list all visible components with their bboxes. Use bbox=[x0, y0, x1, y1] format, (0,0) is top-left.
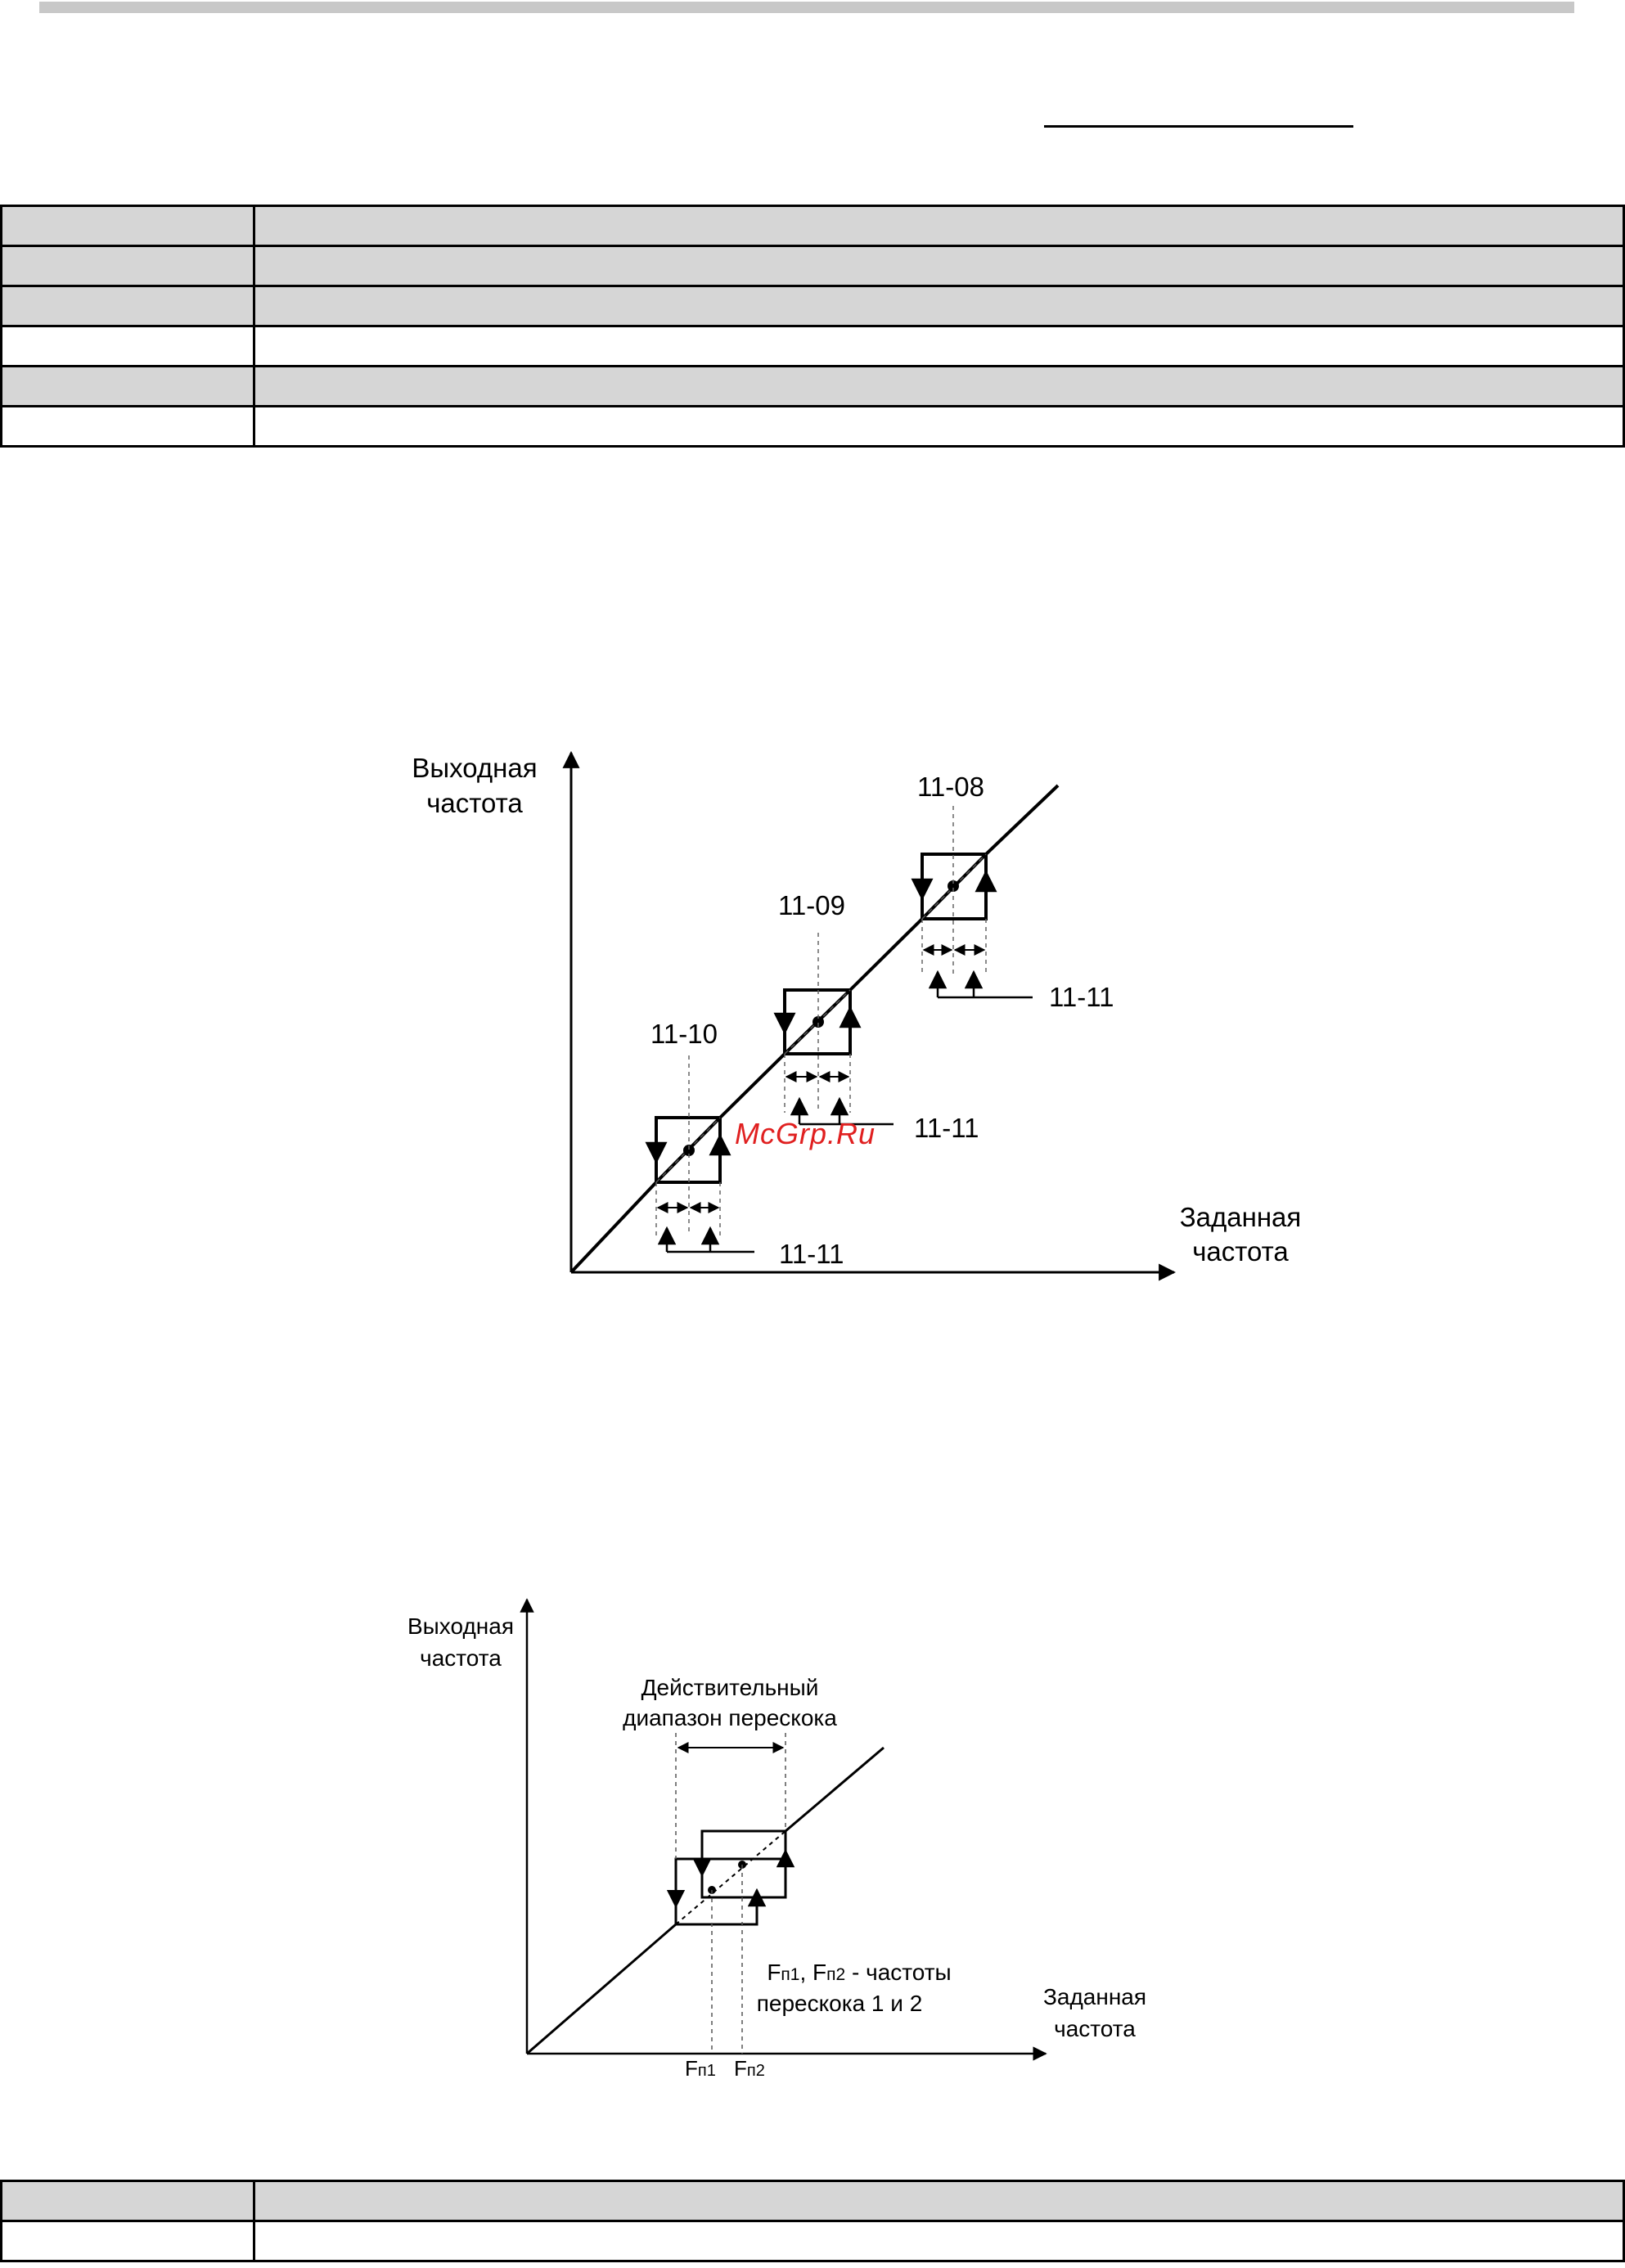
width-label: 11-11 bbox=[779, 1239, 844, 1269]
range-label: диапазон перескока bbox=[623, 1705, 837, 1730]
figure2 bbox=[407, 1600, 1146, 2081]
width-label: 11-11 bbox=[1049, 982, 1114, 1012]
table-cell bbox=[2, 2181, 254, 2221]
fn1-label: Fп1 bbox=[685, 2056, 716, 2081]
dashed-diagonal bbox=[676, 1831, 785, 1924]
y-axis-label: Выходная bbox=[412, 753, 538, 783]
output-curve bbox=[757, 1831, 785, 1897]
table-row bbox=[2, 2181, 1624, 2221]
range-label: Действительный bbox=[641, 1675, 819, 1700]
table-cell bbox=[254, 2181, 1624, 2221]
jump-label-11-09: 11-09 bbox=[778, 890, 845, 920]
parameter-table-bottom bbox=[0, 2180, 1625, 2262]
fn2-label: Fп2 bbox=[734, 2056, 765, 2081]
table-row bbox=[2, 2221, 1624, 2261]
x-axis-label: Заданная bbox=[1042, 1984, 1147, 2009]
table-cell bbox=[254, 2221, 1624, 2261]
legend-text: Fп1, Fп2 - частоты bbox=[767, 1960, 952, 1985]
x-axis-label: частота bbox=[1054, 2016, 1136, 2041]
output-curve bbox=[571, 785, 1058, 1272]
jump-label-11-08: 11-08 bbox=[917, 772, 984, 802]
width-label: 11-11 bbox=[914, 1113, 979, 1143]
y-axis-label: частота bbox=[420, 1645, 502, 1671]
x-axis-label: частота bbox=[1192, 1236, 1289, 1267]
x-axis-label: Заданная bbox=[1179, 1202, 1302, 1232]
table-cell bbox=[2, 2221, 254, 2261]
legend-text: перескока 1 и 2 bbox=[756, 1991, 923, 2016]
figure1 bbox=[412, 753, 1301, 1272]
output-curve bbox=[785, 1748, 884, 1831]
watermark: McGrp.Ru bbox=[735, 1117, 876, 1150]
jump-label-11-10: 11-10 bbox=[650, 1019, 718, 1049]
y-axis-label: Выходная bbox=[407, 1613, 514, 1639]
y-axis-label: частота bbox=[426, 788, 523, 818]
